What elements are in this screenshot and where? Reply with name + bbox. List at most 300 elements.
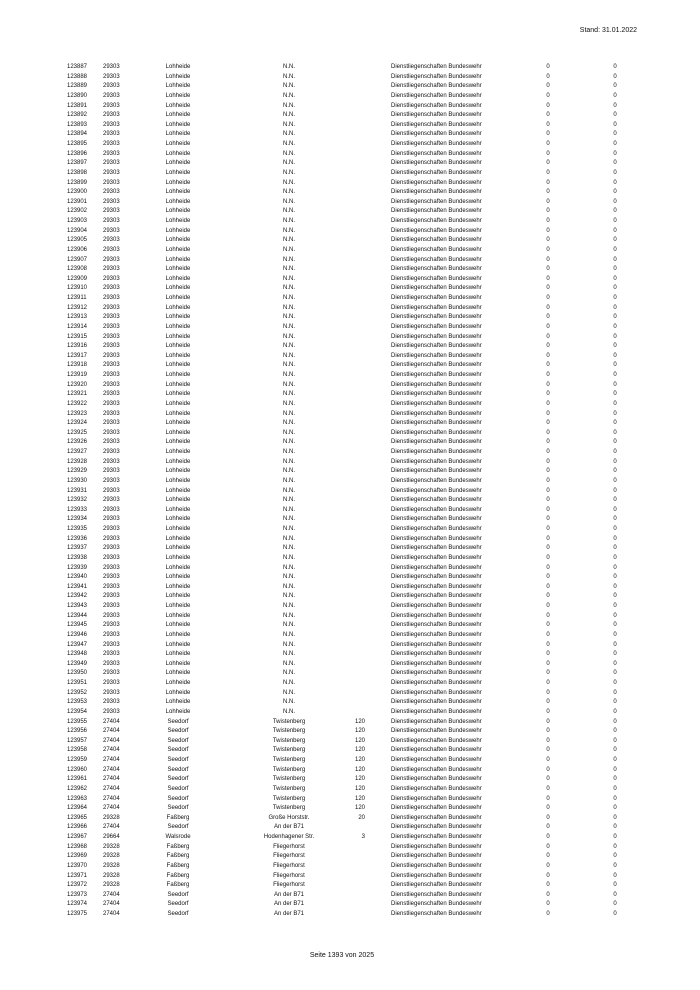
cell-wert1: 0: [546, 112, 550, 119]
cell-wert1: 0: [546, 516, 550, 523]
cell-bezeichnung: Dienstliegenschaften Bundeswehr: [391, 169, 482, 176]
cell-wert1: 0: [546, 843, 550, 850]
table-row: [0, 429, 700, 439]
cell-strasse: N.N.: [283, 381, 295, 388]
cell-wert1: 0: [546, 198, 550, 205]
cell-ort: Lohheide: [165, 333, 191, 340]
cell-plz: 29303: [103, 141, 120, 147]
cell-id: 123911: [67, 295, 87, 301]
cell-id: 123940: [67, 574, 88, 581]
table-row: [0, 592, 700, 602]
cell-plz: 29303: [103, 516, 120, 523]
cell-wert2: 0: [613, 487, 617, 494]
table-row: [0, 872, 700, 882]
cell-id: 123924: [67, 420, 88, 427]
cell-bezeichnung: Dienstliegenschaften Bundeswehr: [391, 246, 482, 253]
cell-strasse: N.N.: [283, 583, 295, 590]
cell-hausnr: 120: [354, 795, 365, 802]
cell-strasse: N.N.: [283, 670, 295, 677]
cell-wert2: 0: [613, 102, 617, 109]
cell-wert1: 0: [546, 141, 550, 147]
cell-wert1: 0: [546, 477, 550, 484]
cell-plz: 27404: [103, 785, 120, 792]
cell-wert2: 0: [613, 805, 617, 812]
cell-bezeichnung: Dienstliegenschaften Bundeswehr: [391, 891, 482, 898]
cell-id: 123959: [67, 757, 88, 763]
cell-plz: 29303: [103, 275, 120, 282]
cell-ort: Lohheide: [165, 477, 191, 484]
cell-wert2: 0: [613, 574, 617, 581]
cell-strasse: N.N.: [283, 208, 295, 215]
cell-id: 123934: [67, 516, 88, 523]
cell-id: 123905: [67, 237, 88, 244]
cell-strasse: Fliegerhorst: [273, 862, 305, 869]
table-row: [0, 265, 700, 275]
cell-plz: 29328: [103, 882, 120, 889]
cell-strasse: N.N.: [283, 246, 295, 253]
cell-strasse: N.N.: [283, 497, 295, 504]
cell-wert1: 0: [546, 882, 550, 889]
cell-ort: Walsrode: [165, 834, 191, 840]
cell-strasse: N.N.: [283, 275, 295, 282]
table-row: [0, 727, 700, 737]
cell-wert1: 0: [546, 612, 550, 619]
cell-bezeichnung: Dienstliegenschaften Bundeswehr: [391, 314, 482, 321]
cell-wert1: 0: [546, 208, 550, 215]
cell-wert1: 0: [546, 275, 550, 282]
cell-bezeichnung: Dienstliegenschaften Bundeswehr: [391, 83, 482, 90]
cell-strasse: N.N.: [283, 622, 295, 629]
cell-strasse: N.N.: [283, 179, 295, 186]
cell-plz: 29303: [103, 708, 120, 715]
cell-wert2: 0: [613, 814, 617, 821]
cell-wert2: 0: [613, 198, 617, 205]
cell-bezeichnung: Dienstliegenschaften Bundeswehr: [391, 323, 482, 330]
cell-plz: 27404: [103, 766, 120, 773]
cell-wert1: 0: [546, 708, 550, 715]
cell-wert2: 0: [613, 92, 617, 99]
table-row: [0, 304, 700, 314]
cell-plz: 27404: [103, 901, 120, 908]
cell-plz: 29303: [103, 564, 120, 571]
cell-ort: Lohheide: [165, 506, 191, 513]
cell-id: 123956: [67, 728, 88, 735]
cell-id: 123968: [67, 843, 88, 850]
table-row: [0, 554, 700, 564]
table-row: [0, 679, 700, 689]
cell-id: 123915: [67, 333, 88, 340]
cell-id: 123890: [67, 92, 88, 99]
cell-hausnr: 3: [361, 834, 365, 840]
cell-bezeichnung: Dienstliegenschaften Bundeswehr: [391, 381, 482, 388]
cell-ort: Lohheide: [165, 131, 191, 138]
cell-hausnr: 20: [358, 814, 365, 821]
cell-strasse: N.N.: [283, 141, 295, 147]
table-row: [0, 284, 700, 294]
cell-wert2: 0: [613, 757, 617, 763]
cell-bezeichnung: Dienstliegenschaften Bundeswehr: [391, 728, 482, 735]
cell-ort: Seedorf: [167, 891, 189, 898]
cell-strasse: N.N.: [283, 314, 295, 321]
cell-wert2: 0: [613, 83, 617, 90]
cell-wert2: 0: [613, 824, 617, 831]
cell-strasse: N.N.: [283, 593, 295, 600]
cell-id: 123955: [67, 718, 88, 725]
cell-ort: Lohheide: [165, 449, 191, 455]
cell-bezeichnung: Dienstliegenschaften Bundeswehr: [391, 708, 482, 715]
cell-plz: 29664: [103, 834, 120, 840]
cell-ort: Lohheide: [165, 622, 191, 629]
cell-id: 123970: [67, 862, 88, 869]
table-row: [0, 111, 700, 121]
cell-wert1: 0: [546, 391, 550, 398]
cell-ort: Lohheide: [165, 141, 191, 147]
cell-bezeichnung: Dienstliegenschaften Bundeswehr: [391, 458, 482, 465]
cell-bezeichnung: Dienstliegenschaften Bundeswehr: [391, 121, 482, 128]
cell-ort: Seedorf: [167, 747, 189, 754]
cell-wert1: 0: [546, 285, 550, 292]
cell-wert2: 0: [613, 323, 617, 330]
cell-id: 123953: [67, 699, 88, 706]
cell-id: 123961: [67, 776, 88, 783]
cell-bezeichnung: Dienstliegenschaften Bundeswehr: [391, 102, 482, 109]
cell-wert2: 0: [613, 737, 617, 744]
cell-bezeichnung: Dienstliegenschaften Bundeswehr: [391, 911, 482, 917]
cell-strasse: Große Horststr.: [268, 814, 310, 821]
cell-ort: Lohheide: [165, 487, 191, 494]
cell-strasse: N.N.: [283, 526, 295, 532]
cell-id: 123938: [67, 554, 88, 561]
cell-bezeichnung: Dienstliegenschaften Bundeswehr: [391, 92, 482, 99]
table-row: [0, 352, 700, 362]
cell-wert1: 0: [546, 449, 550, 455]
cell-bezeichnung: Dienstliegenschaften Bundeswehr: [391, 420, 482, 427]
cell-plz: 29303: [103, 680, 120, 686]
cell-strasse: N.N.: [283, 449, 295, 455]
cell-id: 123919: [67, 372, 88, 378]
table-row: [0, 477, 700, 487]
table-row: [0, 130, 700, 140]
cell-wert1: 0: [546, 651, 550, 658]
cell-ort: Lohheide: [165, 631, 191, 638]
cell-ort: Seedorf: [167, 766, 189, 773]
cell-hausnr: 120: [354, 776, 365, 783]
cell-wert1: 0: [546, 631, 550, 638]
cell-wert1: 0: [546, 641, 550, 648]
cell-ort: Lohheide: [165, 372, 191, 378]
cell-plz: 29303: [103, 535, 120, 542]
cell-strasse: N.N.: [283, 333, 295, 340]
cell-wert1: 0: [546, 304, 550, 311]
cell-plz: 29303: [103, 285, 120, 292]
cell-hausnr: 120: [354, 805, 365, 812]
cell-ort: Lohheide: [165, 612, 191, 619]
cell-wert2: 0: [613, 680, 617, 686]
table-row: [0, 660, 700, 670]
table-row: [0, 698, 700, 708]
cell-wert1: 0: [546, 660, 550, 667]
table-row: [0, 333, 700, 343]
table-row: [0, 650, 700, 660]
cell-ort: Lohheide: [165, 266, 191, 273]
table-row: [0, 246, 700, 256]
cell-wert1: 0: [546, 824, 550, 831]
table-row: [0, 159, 700, 169]
cell-ort: Lohheide: [165, 314, 191, 321]
cell-bezeichnung: Dienstliegenschaften Bundeswehr: [391, 795, 482, 802]
cell-bezeichnung: Dienstliegenschaften Bundeswehr: [391, 189, 482, 196]
cell-strasse: N.N.: [283, 400, 295, 407]
table-row: [0, 323, 700, 333]
table-row: [0, 92, 700, 102]
cell-wert1: 0: [546, 583, 550, 590]
cell-id: 123973: [67, 891, 88, 898]
cell-ort: Seedorf: [167, 824, 189, 831]
cell-bezeichnung: Dienstliegenschaften Bundeswehr: [391, 179, 482, 186]
cell-bezeichnung: Dienstliegenschaften Bundeswehr: [391, 198, 482, 205]
cell-strasse: N.N.: [283, 362, 295, 369]
cell-plz: 29303: [103, 295, 120, 301]
cell-id: 123947: [67, 641, 88, 648]
cell-wert1: 0: [546, 574, 550, 581]
cell-id: 123926: [67, 439, 88, 446]
cell-wert2: 0: [613, 352, 617, 359]
cell-wert2: 0: [613, 227, 617, 234]
cell-bezeichnung: Dienstliegenschaften Bundeswehr: [391, 295, 482, 301]
cell-ort: Seedorf: [167, 728, 189, 735]
cell-wert2: 0: [613, 872, 617, 879]
table-row: [0, 525, 700, 535]
cell-plz: 29303: [103, 631, 120, 638]
cell-wert2: 0: [613, 728, 617, 735]
cell-id: 123946: [67, 631, 88, 638]
cell-bezeichnung: Dienstliegenschaften Bundeswehr: [391, 256, 482, 263]
cell-wert1: 0: [546, 545, 550, 552]
table-row: [0, 102, 700, 112]
cell-wert1: 0: [546, 410, 550, 417]
cell-plz: 29303: [103, 660, 120, 667]
cell-ort: Lohheide: [165, 420, 191, 427]
cell-wert1: 0: [546, 728, 550, 735]
cell-plz: 29303: [103, 343, 120, 350]
cell-plz: 29303: [103, 323, 120, 330]
cell-id: 123903: [67, 218, 88, 224]
cell-wert1: 0: [546, 689, 550, 696]
cell-wert1: 0: [546, 603, 550, 609]
cell-wert2: 0: [613, 246, 617, 253]
cell-wert2: 0: [613, 593, 617, 600]
cell-bezeichnung: Dienstliegenschaften Bundeswehr: [391, 150, 482, 157]
cell-wert2: 0: [613, 266, 617, 273]
cell-wert1: 0: [546, 169, 550, 176]
cell-wert1: 0: [546, 487, 550, 494]
cell-strasse: N.N.: [283, 102, 295, 109]
cell-wert1: 0: [546, 400, 550, 407]
table-row: [0, 775, 700, 785]
cell-ort: Faßberg: [166, 843, 190, 850]
table-row: [0, 506, 700, 516]
cell-strasse: N.N.: [283, 372, 295, 378]
table-row: [0, 708, 700, 718]
cell-bezeichnung: Dienstliegenschaften Bundeswehr: [391, 757, 482, 763]
cell-wert2: 0: [613, 285, 617, 292]
cell-bezeichnung: Dienstliegenschaften Bundeswehr: [391, 651, 482, 658]
cell-ort: Lohheide: [165, 198, 191, 205]
cell-strasse: N.N.: [283, 420, 295, 427]
cell-bezeichnung: Dienstliegenschaften Bundeswehr: [391, 901, 482, 908]
cell-ort: Faßberg: [166, 814, 190, 821]
cell-id: 123972: [67, 882, 88, 889]
cell-strasse: N.N.: [283, 189, 295, 196]
cell-strasse: N.N.: [283, 554, 295, 561]
cell-id: 123974: [67, 901, 88, 908]
cell-ort: Lohheide: [165, 468, 191, 475]
cell-strasse: N.N.: [283, 121, 295, 128]
cell-wert2: 0: [613, 160, 617, 167]
cell-plz: 29303: [103, 362, 120, 369]
cell-id: 123931: [67, 487, 88, 494]
cell-ort: Lohheide: [165, 545, 191, 552]
cell-bezeichnung: Dienstliegenschaften Bundeswehr: [391, 631, 482, 638]
cell-bezeichnung: Dienstliegenschaften Bundeswehr: [391, 131, 482, 138]
cell-id: 123975: [67, 911, 88, 917]
cell-plz: 29303: [103, 622, 120, 629]
cell-wert1: 0: [546, 757, 550, 763]
cell-strasse: N.N.: [283, 169, 295, 176]
cell-wert2: 0: [613, 497, 617, 504]
table-row: [0, 573, 700, 583]
cell-wert2: 0: [613, 766, 617, 773]
cell-ort: Lohheide: [165, 603, 191, 609]
cell-wert1: 0: [546, 343, 550, 350]
cell-id: 123966: [67, 824, 88, 831]
cell-bezeichnung: Dienstliegenschaften Bundeswehr: [391, 554, 482, 561]
cell-plz: 29328: [103, 853, 120, 860]
cell-strasse: N.N.: [283, 343, 295, 350]
cell-ort: Lohheide: [165, 583, 191, 590]
cell-plz: 29303: [103, 372, 120, 378]
cell-strasse: N.N.: [283, 410, 295, 417]
cell-wert2: 0: [613, 891, 617, 898]
cell-strasse: N.N.: [283, 83, 295, 90]
table-row: [0, 487, 700, 497]
cell-id: 123948: [67, 651, 88, 658]
cell-id: 123925: [67, 429, 88, 436]
cell-plz: 29303: [103, 526, 120, 532]
cell-wert2: 0: [613, 121, 617, 128]
table-row: [0, 833, 700, 843]
cell-strasse: N.N.: [283, 429, 295, 436]
cell-plz: 27404: [103, 728, 120, 735]
cell-strasse: N.N.: [283, 660, 295, 667]
cell-id: 123887: [67, 64, 88, 70]
cell-bezeichnung: Dienstliegenschaften Bundeswehr: [391, 641, 482, 648]
cell-bezeichnung: Dienstliegenschaften Bundeswehr: [391, 814, 482, 821]
cell-wert2: 0: [613, 612, 617, 619]
cell-plz: 29303: [103, 218, 120, 224]
cell-strasse: N.N.: [283, 150, 295, 157]
cell-wert2: 0: [613, 189, 617, 196]
cell-id: 123910: [67, 285, 88, 292]
cell-wert1: 0: [546, 420, 550, 427]
cell-ort: Lohheide: [165, 304, 191, 311]
table-row: [0, 900, 700, 910]
cell-bezeichnung: Dienstliegenschaften Bundeswehr: [391, 805, 482, 812]
cell-wert2: 0: [613, 785, 617, 792]
cell-plz: 29303: [103, 400, 120, 407]
cell-ort: Lohheide: [165, 574, 191, 581]
cell-ort: Lohheide: [165, 112, 191, 119]
cell-ort: Lohheide: [165, 227, 191, 234]
cell-id: 123898: [67, 169, 88, 176]
cell-strasse: Twistenberg: [272, 737, 306, 744]
cell-wert2: 0: [613, 314, 617, 321]
cell-bezeichnung: Dienstliegenschaften Bundeswehr: [391, 506, 482, 513]
cell-ort: Lohheide: [165, 343, 191, 350]
table-row: [0, 73, 700, 83]
cell-wert1: 0: [546, 131, 550, 138]
cell-bezeichnung: Dienstliegenschaften Bundeswehr: [391, 266, 482, 273]
cell-plz: 29303: [103, 381, 120, 388]
cell-ort: Lohheide: [165, 160, 191, 167]
cell-wert2: 0: [613, 362, 617, 369]
cell-strasse: N.N.: [283, 92, 295, 99]
cell-bezeichnung: Dienstliegenschaften Bundeswehr: [391, 853, 482, 860]
cell-ort: Faßberg: [166, 872, 190, 879]
cell-wert2: 0: [613, 439, 617, 446]
table-row: [0, 621, 700, 631]
cell-wert1: 0: [546, 785, 550, 792]
cell-wert2: 0: [613, 141, 617, 147]
cell-wert2: 0: [613, 708, 617, 715]
cell-ort: Seedorf: [167, 795, 189, 802]
table-row: [0, 631, 700, 641]
table-row: [0, 236, 700, 246]
cell-wert1: 0: [546, 497, 550, 504]
cell-wert1: 0: [546, 333, 550, 340]
cell-bezeichnung: Dienstliegenschaften Bundeswehr: [391, 862, 482, 869]
cell-wert2: 0: [613, 516, 617, 523]
table-row: [0, 140, 700, 150]
cell-wert1: 0: [546, 622, 550, 629]
cell-plz: 29303: [103, 314, 120, 321]
cell-bezeichnung: Dienstliegenschaften Bundeswehr: [391, 218, 482, 224]
table-row: [0, 207, 700, 217]
cell-bezeichnung: Dienstliegenschaften Bundeswehr: [391, 208, 482, 215]
cell-bezeichnung: Dienstliegenschaften Bundeswehr: [391, 304, 482, 311]
cell-strasse: N.N.: [283, 506, 295, 513]
cell-wert2: 0: [613, 275, 617, 282]
cell-bezeichnung: Dienstliegenschaften Bundeswehr: [391, 574, 482, 581]
cell-strasse: N.N.: [283, 631, 295, 638]
cell-wert2: 0: [613, 112, 617, 119]
cell-wert2: 0: [613, 333, 617, 340]
table-row: [0, 544, 700, 554]
table-row: [0, 862, 700, 872]
cell-id: 123958: [67, 747, 88, 754]
table-row: [0, 814, 700, 824]
cell-ort: Lohheide: [165, 699, 191, 706]
cell-bezeichnung: Dienstliegenschaften Bundeswehr: [391, 699, 482, 706]
cell-ort: Lohheide: [165, 275, 191, 282]
cell-wert2: 0: [613, 603, 617, 609]
cell-bezeichnung: Dienstliegenschaften Bundeswehr: [391, 237, 482, 244]
cell-bezeichnung: Dienstliegenschaften Bundeswehr: [391, 785, 482, 792]
cell-ort: Lohheide: [165, 285, 191, 292]
cell-wert2: 0: [613, 882, 617, 889]
cell-plz: 29303: [103, 391, 120, 398]
cell-id: 123936: [67, 535, 88, 542]
